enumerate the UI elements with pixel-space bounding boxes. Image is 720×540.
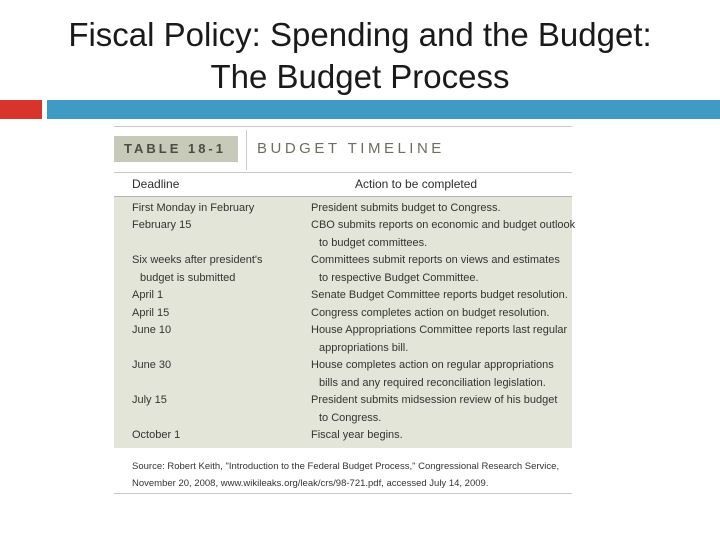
table-header bbox=[114, 136, 572, 162]
deadline-cell bbox=[132, 200, 300, 218]
action-text: to Congress. bbox=[319, 411, 382, 424]
table-source-note bbox=[132, 458, 572, 492]
deadline-cell bbox=[132, 427, 300, 445]
action-text: to budget committees. bbox=[319, 236, 428, 249]
deadline-text: October 1 bbox=[132, 429, 181, 441]
deadline-cell bbox=[132, 287, 300, 305]
action-text: Committees submit reports on views and estimates bbox=[311, 254, 560, 266]
action-cell bbox=[311, 200, 569, 218]
action-cell bbox=[311, 392, 569, 427]
column-header-action: Action to be completed bbox=[355, 177, 478, 191]
table-bottom-rule bbox=[114, 493, 572, 494]
deadline-text: April 15 bbox=[132, 306, 170, 319]
deadline-text: April 1 bbox=[132, 289, 164, 301]
source-note-line-1: Source: Robert Keith, "Introduction to the Federal Budget Process," Congressional Research Service, bbox=[132, 461, 560, 472]
slide-title bbox=[0, 14, 720, 98]
action-cell bbox=[311, 217, 576, 252]
source-note-line-2: November 20, 2008, www.wikileaks.org/leak/crs/98-721.pdf, accessed July 14, 2009. bbox=[132, 478, 489, 489]
action-text: House completes action on regular appropriations bbox=[311, 359, 554, 371]
deadline-cell bbox=[132, 392, 300, 410]
action-cell bbox=[311, 287, 569, 305]
deadline-text: First Monday in February bbox=[132, 202, 255, 214]
table-heading: BUDGET TIMELINE bbox=[257, 140, 445, 157]
accent-bar-blue bbox=[47, 100, 720, 119]
deadline-text: February 15 bbox=[132, 219, 192, 231]
table-header-rule bbox=[114, 172, 572, 173]
table-body bbox=[114, 197, 576, 448]
deadline-cell bbox=[132, 252, 300, 287]
action-text: appropriations bill. bbox=[319, 341, 409, 354]
deadline-cell bbox=[132, 217, 300, 235]
deadline-text: Six weeks after president's bbox=[132, 254, 263, 266]
action-text: bills and any required reconciliation legislation. bbox=[319, 376, 546, 389]
action-text: to respective Budget Committee. bbox=[319, 271, 479, 284]
action-cell bbox=[311, 305, 569, 323]
action-text: CBO submits reports on economic and budget outlook bbox=[311, 219, 576, 231]
deadline-cell bbox=[132, 357, 300, 375]
action-text: Fiscal year begins. bbox=[311, 429, 403, 441]
deadline-cell bbox=[132, 305, 300, 323]
table-top-rule bbox=[114, 126, 572, 127]
column-header-deadline: Deadline bbox=[132, 177, 180, 191]
deadline-text: June 10 bbox=[132, 324, 172, 336]
table-header-divider bbox=[246, 130, 247, 170]
table-number-tag: TABLE 18-1 bbox=[114, 136, 238, 162]
accent-bar-red bbox=[0, 100, 42, 119]
action-text: Congress completes action on budget resolution. bbox=[311, 306, 550, 319]
action-cell bbox=[311, 252, 569, 287]
slide-title-line-2: The Budget Process bbox=[210, 58, 510, 95]
deadline-text: June 30 bbox=[132, 359, 172, 371]
column-header-row bbox=[114, 174, 572, 196]
deadline-text: July 15 bbox=[132, 394, 167, 406]
action-text: House Appropriations Committee reports last regular bbox=[311, 324, 568, 336]
action-text: Senate Budget Committee reports budget resolution. bbox=[311, 289, 568, 301]
deadline-cell bbox=[132, 322, 300, 340]
action-text: President submits budget to Congress. bbox=[311, 202, 501, 214]
action-cell bbox=[311, 357, 569, 392]
budget-timeline-table bbox=[114, 126, 576, 494]
deadline-text: budget is submitted bbox=[140, 271, 236, 284]
slide-title-line-1: Fiscal Policy: Spending and the Budget: bbox=[68, 16, 652, 53]
action-cell bbox=[311, 322, 569, 357]
action-cell bbox=[311, 427, 569, 445]
action-text: President submits midsession review of his budget bbox=[311, 394, 558, 406]
